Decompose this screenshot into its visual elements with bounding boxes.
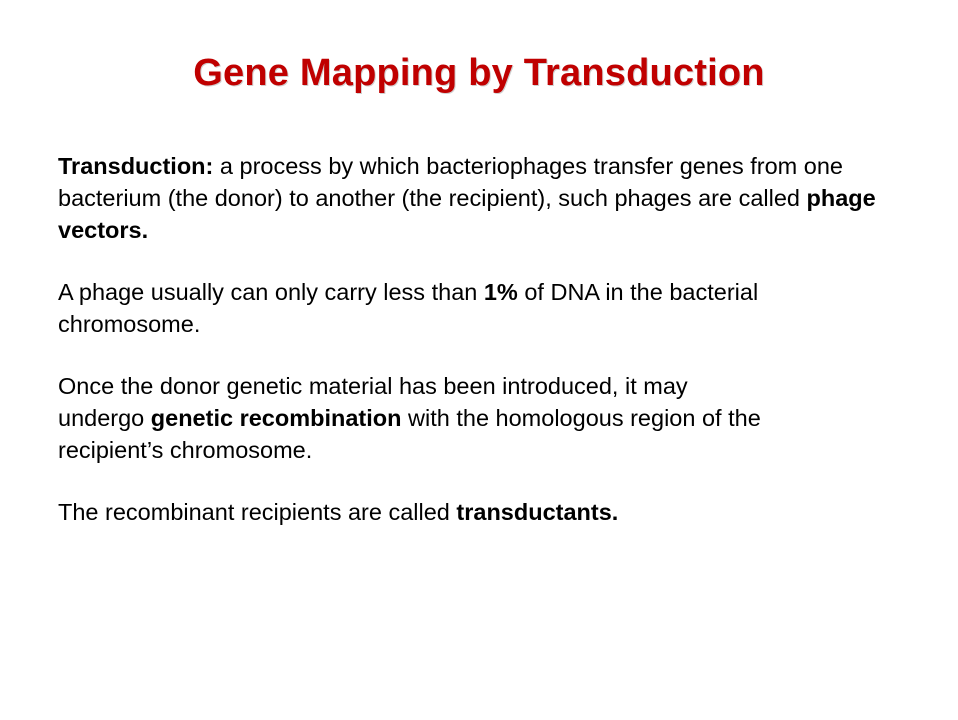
slide-body xyxy=(58,150,898,528)
paragraph-capacity: A phage usually can only carry less than 1% of DNA in the bacterial chromosome. xyxy=(58,279,759,337)
slide-title: Gene Mapping by Transduction xyxy=(193,52,765,94)
paragraph-definition: Transduction: a process by which bacteriophages transfer genes from one bacterium (the donor) to another (the recipient), such phages are called phage vectors. xyxy=(58,153,876,243)
paragraph-transductants: The recombinant recipients are called transductants. xyxy=(58,499,619,525)
paragraph-recombination: Once the donor genetic material has been introduced, it may undergo genetic recombination with the homologous region of the recipient’s chromosome. xyxy=(58,373,761,463)
